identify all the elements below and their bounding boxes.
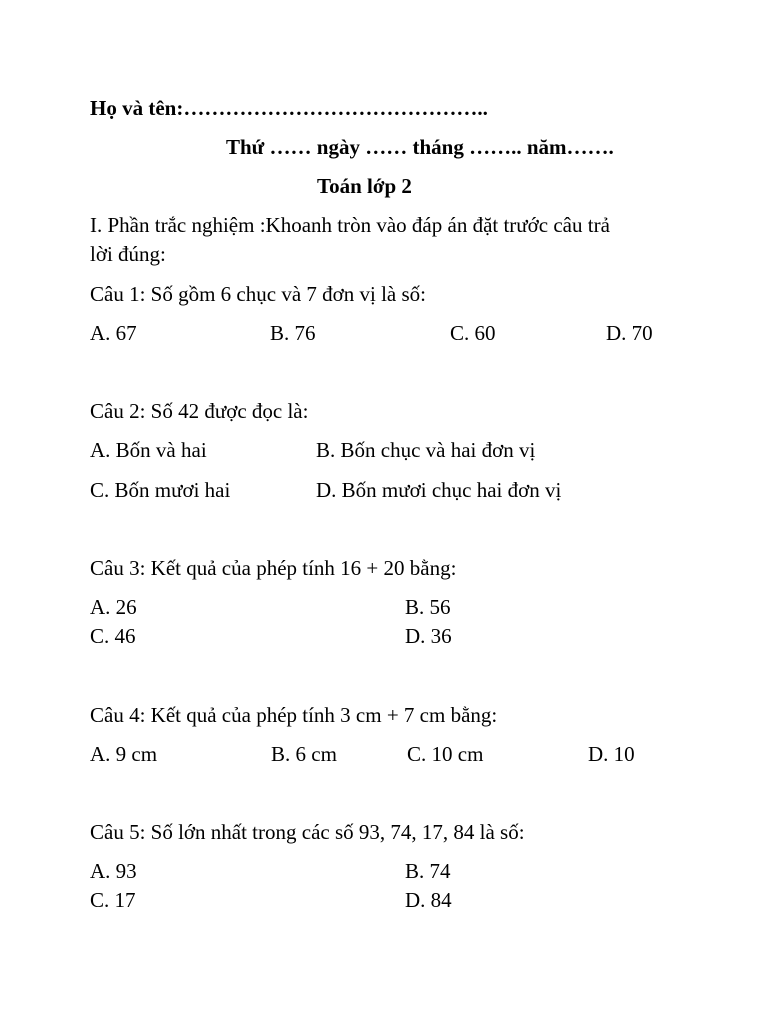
question-5-option-a[interactable]: A. 93 <box>90 859 137 883</box>
question-2-option-a[interactable]: A. Bốn và hai <box>90 438 207 462</box>
question-1-text: Câu 1: Số gồm 6 chục và 7 đơn vị là số: <box>90 282 426 306</box>
question-4-option-d[interactable]: D. 10 <box>588 742 635 766</box>
question-3-text: Câu 3: Kết quả của phép tính 16 + 20 bằng: <box>90 556 457 580</box>
question-3-option-a[interactable]: A. 26 <box>90 595 137 619</box>
section-instruction-line-2: lời đúng: <box>90 242 166 266</box>
question-4-text: Câu 4: Kết quả của phép tính 3 cm + 7 cm bằng: <box>90 703 498 727</box>
subject-title: Toán lớp 2 <box>317 174 412 198</box>
question-3-option-c[interactable]: C. 46 <box>90 624 136 648</box>
question-2-option-d[interactable]: D. Bốn mươi chục hai đơn vị <box>316 478 562 502</box>
question-4-option-b[interactable]: B. 6 cm <box>271 742 337 766</box>
question-3-option-d[interactable]: D. 36 <box>405 624 452 648</box>
question-2-option-c[interactable]: C. Bốn mươi hai <box>90 478 231 502</box>
question-3-option-b[interactable]: B. 56 <box>405 595 451 619</box>
question-5-text: Câu 5: Số lớn nhất trong các số 93, 74, 17, 84 là số: <box>90 820 525 844</box>
question-2-text: Câu 2: Số 42 được đọc là: <box>90 399 309 423</box>
question-1-option-d[interactable]: D. 70 <box>606 321 653 345</box>
section-instruction-line-1: I. Phần trắc nghiệm :Khoanh tròn vào đáp án đặt trước câu trả <box>90 213 610 237</box>
question-5-option-c[interactable]: C. 17 <box>90 888 136 912</box>
question-5-option-b[interactable]: B. 74 <box>405 859 451 883</box>
student-name-line: Họ và tên:…………………………………….. <box>90 96 488 120</box>
question-1-option-a[interactable]: A. 67 <box>90 321 137 345</box>
question-4-option-a[interactable]: A. 9 cm <box>90 742 158 766</box>
question-1-option-c[interactable]: C. 60 <box>450 321 496 345</box>
question-1-option-b[interactable]: B. 76 <box>270 321 316 345</box>
question-5-option-d[interactable]: D. 84 <box>405 888 452 912</box>
question-4-option-c[interactable]: C. 10 cm <box>407 742 484 766</box>
question-2-option-b[interactable]: B. Bốn chục và hai đơn vị <box>316 438 536 462</box>
date-line: Thứ …… ngày …… tháng …….. năm……. <box>226 135 614 159</box>
